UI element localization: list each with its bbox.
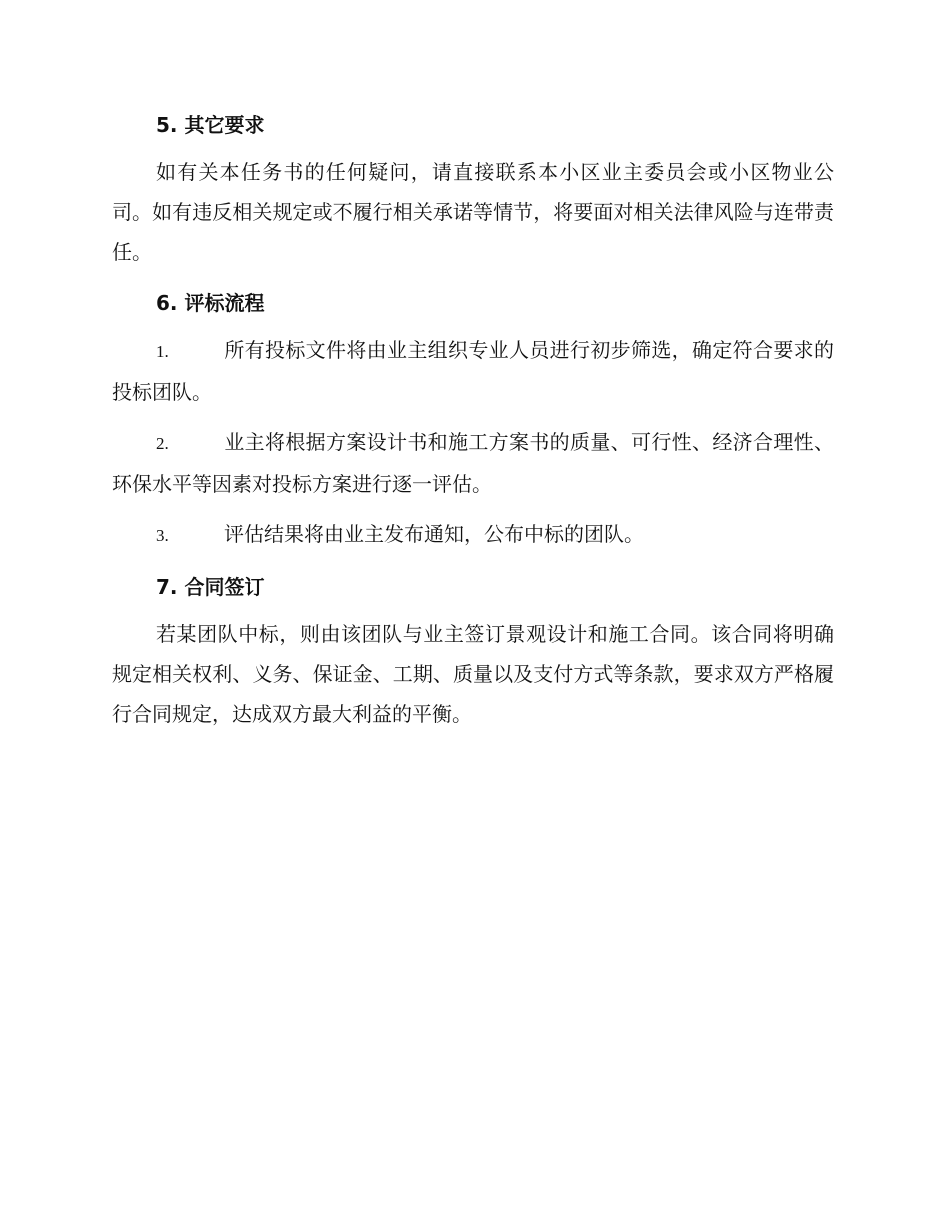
list-item-text: 业主将根据方案设计书和施工方案书的质量、可行性、经济合理性、环保水平等因素对投标方案进行逐一评估。 — [112, 430, 834, 496]
list-item — [112, 514, 834, 556]
paragraph-other-requirements: 如有关本任务书的任何疑问，请直接联系本小区业主委员会或小区物业公司。如有违反相关规定或不履行相关承诺等情节，将要面对相关法律风险与连带责任。 — [112, 160, 834, 264]
list-item-number: 2. — [156, 434, 169, 453]
document-page — [112, 104, 834, 744]
list-item — [112, 330, 834, 412]
section-heading-other-requirements: 5. 其它要求 — [156, 113, 265, 137]
section-heading-contract-signing: 7. 合同签订 — [156, 575, 265, 599]
section-heading-evaluation-process: 6. 评标流程 — [156, 291, 265, 315]
list-item-number: 3. — [156, 526, 169, 545]
list-item-number: 1. — [156, 342, 169, 361]
list-item — [112, 422, 834, 504]
paragraph-contract-signing: 若某团队中标，则由该团队与业主签订景观设计和施工合同。该合同将明确规定相关权利、义务、保证金、工期、质量以及支付方式等条款，要求双方严格履行合同规定，达成双方最大利益的平衡。 — [112, 622, 834, 726]
list-item-text: 评估结果将由业主发布通知，公布中标的团队。 — [224, 522, 644, 546]
list-item-text: 所有投标文件将由业主组织专业人员进行初步筛选，确定符合要求的投标团队。 — [112, 338, 834, 404]
